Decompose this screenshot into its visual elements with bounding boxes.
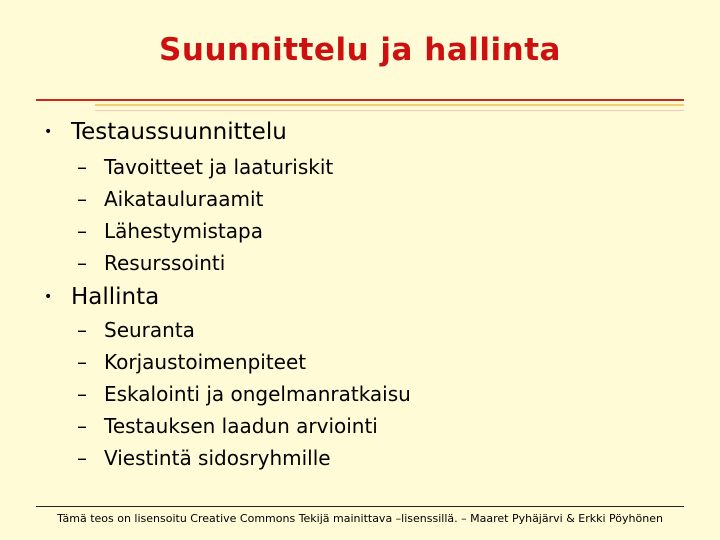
title-rule-secondary — [95, 104, 684, 106]
bullet-item — [44, 284, 159, 310]
sub-item — [77, 187, 263, 211]
bullet-heading: Hallinta — [71, 284, 160, 310]
dash-icon: – — [77, 155, 87, 179]
sub-item-label: Testauksen laadun arviointi — [104, 414, 378, 438]
footer-rule — [36, 506, 684, 507]
sub-item — [77, 251, 225, 275]
title-rule-primary — [36, 99, 684, 101]
sub-item — [77, 350, 306, 374]
sub-item — [77, 446, 331, 470]
bullet-item — [44, 119, 287, 145]
dash-icon: – — [77, 350, 87, 374]
sub-item-label: Aikatauluraamit — [104, 187, 264, 211]
sub-item — [77, 155, 333, 179]
sub-item — [77, 219, 263, 243]
sub-item-label: Korjaustoimenpiteet — [104, 350, 307, 374]
sub-item — [77, 318, 195, 342]
sub-item — [77, 382, 411, 406]
dash-icon: – — [77, 251, 87, 275]
bullet-icon: • — [44, 289, 53, 305]
dash-icon: – — [77, 414, 87, 438]
dash-icon: – — [77, 187, 87, 211]
sub-item — [77, 414, 378, 438]
slide-title: Suunnittelu ja hallinta — [159, 32, 561, 68]
footer-license: Tämä teos on lisensoitu Creative Commons Tekijä mainittava –lisenssillä. – Maaret Pyhäjärvi & Erkki Pöyhönen — [57, 512, 663, 525]
dash-icon: – — [77, 219, 87, 243]
sub-item-label: Tavoitteet ja laaturiskit — [104, 155, 334, 179]
title-rule-tertiary — [95, 110, 684, 111]
dash-icon: – — [77, 446, 87, 470]
sub-item-label: Seuranta — [104, 318, 195, 342]
sub-item-label: Resurssointi — [104, 251, 226, 275]
bullet-heading: Testaussuunnittelu — [71, 119, 287, 145]
dash-icon: – — [77, 318, 87, 342]
bullet-icon: • — [44, 124, 53, 140]
sub-item-label: Viestintä sidosryhmille — [104, 446, 331, 470]
dash-icon: – — [77, 382, 87, 406]
sub-item-label: Lähestymistapa — [104, 219, 263, 243]
sub-item-label: Eskalointi ja ongelmanratkaisu — [104, 382, 411, 406]
